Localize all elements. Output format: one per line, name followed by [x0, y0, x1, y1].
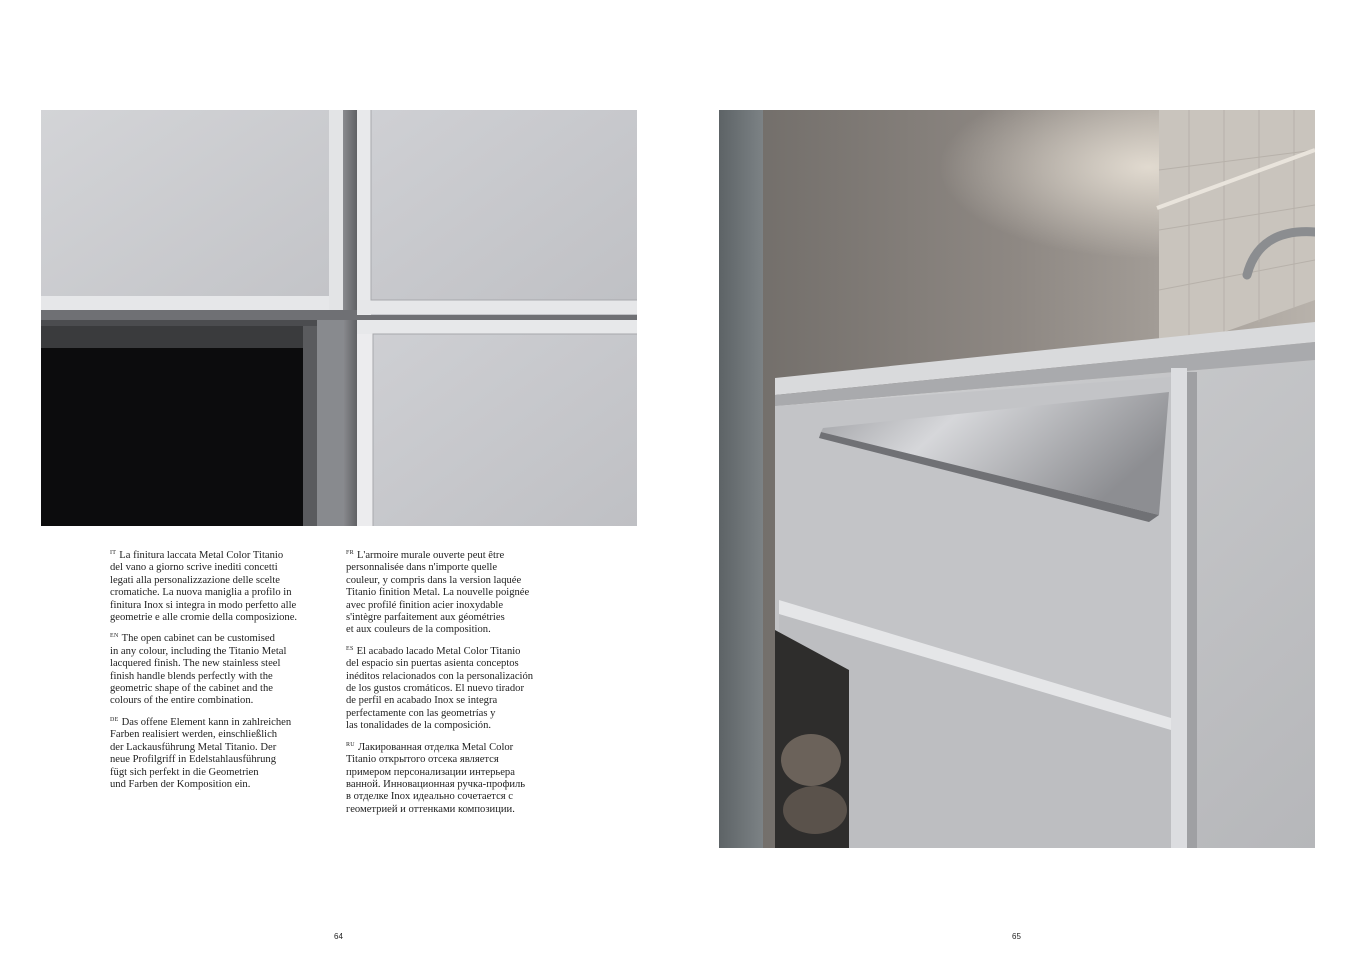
paragraph-text: Das offene Element kann in zahlreichen Farben realisiert werden, einschließlich der Lackausführung Metal Titanio. Der neue Profilgriff in Edelstahlausführung fügt sich perfekt in die Geometrien und Farben der Komposition ein. — [110, 716, 292, 790]
text-column-left-1 — [110, 547, 345, 797]
paragraph-text: El acabado lacado Metal Color Titanio del espacio sin puertas asienta conceptos inéditos relacionados con la personalización de los gustos cromáticos. El nuevo tirador de perfil en acabado Inox se integra perfectamente con las geometrías y las tonalidades de la composición. — [346, 645, 534, 732]
paragraph-text: La finitura laccata Metal Color Titanio del vano a giorno scrive inediti concetti legati alla personalizzazione delle scelte cromatiche. La nuova maniglia a profilo in finitura Inox si integra in modo perfetto alle geometrie e alle cromie della composizione. — [110, 550, 298, 624]
photo-handle-detail — [719, 110, 1315, 848]
lang-code: FR — [346, 550, 354, 556]
paragraph-es — [346, 643, 581, 733]
lang-code: ES — [346, 645, 354, 652]
paragraph-it — [110, 547, 345, 624]
lang-code: IT — [110, 550, 117, 556]
paragraph-en — [110, 630, 345, 707]
lang-code: EN — [110, 633, 119, 640]
page-number-left: 64 — [334, 932, 343, 941]
text-column-left-2 — [346, 547, 581, 822]
lang-code: RU — [346, 741, 355, 748]
paragraph-text: L'armoire murale ouverte peut être personnalisée dans n'importe quelle couleur, y compris dans la version laquée Titanio finition Metal. La nouvelle poignée avec profilé finition acier inoxydable s'intègre parfaitement aux géométries et aux couleurs de la composition. — [346, 550, 530, 636]
photo-cabinet-detail — [41, 110, 637, 526]
page-number-right: 65 — [1012, 932, 1021, 941]
paragraph-text: Лакированная отделка Metal Color Titanio открытого отсека является примером персонализации интерьера ванной. Инновационная ручка-профиль в отделке Inox идеально сочетается с геометрией и оттенками композиции. — [346, 741, 526, 815]
paragraph-fr — [346, 547, 581, 637]
lang-code: DE — [110, 716, 119, 723]
paragraph-de — [110, 714, 345, 791]
paragraph-text: The open cabinet can be customised in any colour, including the Titanio Metal lacquered finish. The new stainless steel finish handle blends perfectly with the geometric shape of the cabinet and the colours of the entire combination. — [110, 633, 287, 707]
paragraph-ru — [346, 739, 581, 816]
